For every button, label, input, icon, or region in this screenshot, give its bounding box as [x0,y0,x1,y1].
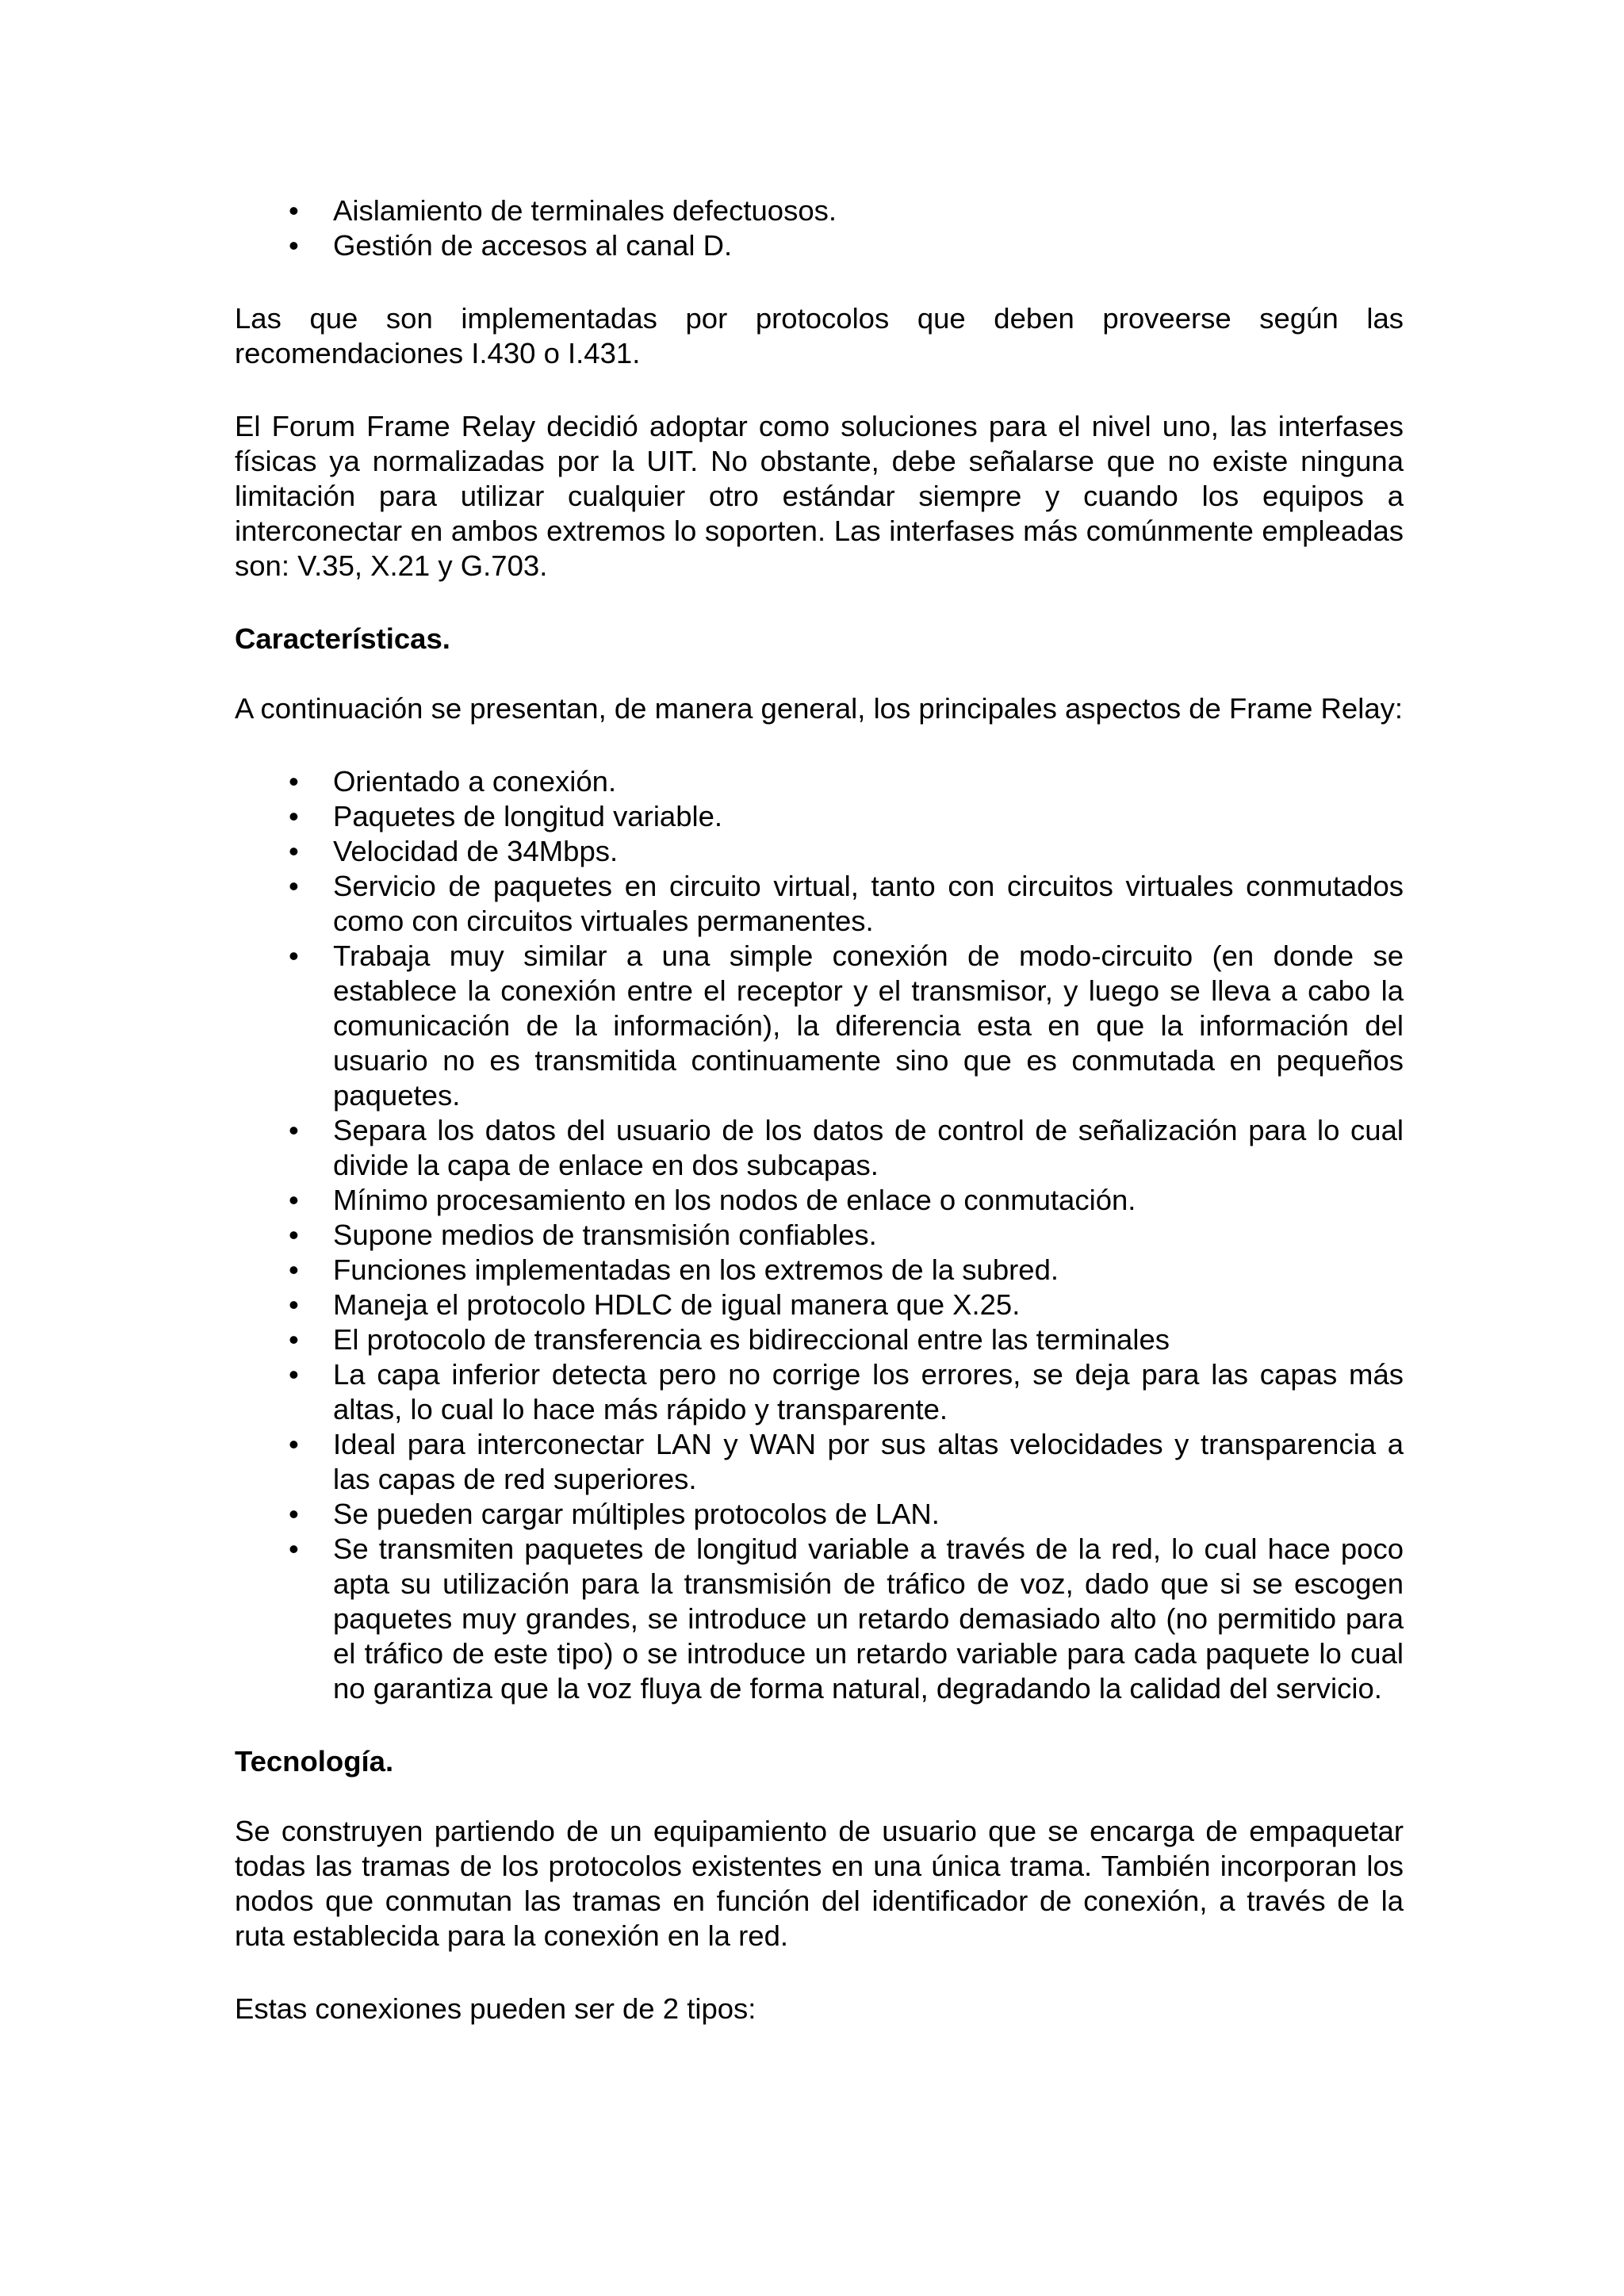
list-item-text: Se transmiten paquetes de longitud variable a través de la red, lo cual hace poco apta su utilización para la transmisión de tráfico de voz, dado que si se escogen paquetes muy grandes, se introduce un retardo demasiado alto (no permitido para el tráfico de este tipo) o se introduce un retardo variable para cada paquete lo cual no garantiza que la voz fluya de forma natural, degradando la calidad del servicio. [333,1533,1404,1705]
bullet-icon: • [289,1288,299,1321]
paragraph-equipamiento: Se construyen partiendo de un equipamiento de usuario que se encarga de empaquetar todas las tramas de los protocolos existentes en una única trama. También incorporan los nodos que conmutan las tramas en función del identificador de conexión, a través de la ruta establecida para la conexión en la red. [235,1815,1404,1952]
list-item [235,764,1404,799]
list-item-text: Funciones implementadas en los extremos de la subred. [333,1253,1059,1286]
bullet-icon: • [289,1253,299,1286]
list-item-text: Supone medios de transmisión confiables. [333,1219,877,1251]
list-item-text: Mínimo procesamiento en los nodos de enlace o conmutación. [333,1184,1136,1216]
bullet-icon: • [289,1184,299,1216]
list-item [235,1427,1404,1497]
list-item [235,1357,1404,1427]
list-item-text: Separa los datos del usuario de los datos de control de señalización para lo cual divide la capa de enlace en dos subcapas. [333,1114,1404,1181]
bullet-icon: • [289,835,299,867]
list-item [235,1322,1404,1357]
list-item-text: Servicio de paquetes en circuito virtual, tanto con circuitos virtuales conmutados como con circuitos virtuales permanentes. [333,870,1404,937]
bullet-icon: • [289,1358,299,1391]
list-item [235,1497,1404,1532]
list-item [235,1532,1404,1706]
list-item-text: Orientado a conexión. [333,765,617,798]
document-body [235,193,1404,2064]
list-item [235,1253,1404,1288]
heading-tecnologia: Tecnología. [235,1745,394,1777]
paragraph-tipos-conexiones: Estas conexiones pueden ser de 2 tipos: [235,1992,756,2025]
bullet-icon: • [289,800,299,832]
list-item-text: Trabaja muy similar a una simple conexión de modo-circuito (en donde se establece la conexión entre el receptor y el transmisor, y luego se lleva a cabo la comunicación de la información), la diferencia esta en que la información del usuario no es transmitida continuamente sino que es conmutada en pequeños paquetes. [333,939,1404,1112]
bullet-icon: • [289,1114,299,1146]
list-item-text: Paquetes de longitud variable. [333,800,723,832]
list-item [235,1183,1404,1218]
list-item-text: El protocolo de transferencia es bidireccional entre las terminales [333,1323,1170,1356]
bullet-icon: • [289,1498,299,1530]
list-item [235,1113,1404,1183]
bullet-icon: • [289,1219,299,1251]
list-item [235,939,1404,1113]
bullet-icon: • [289,1323,299,1356]
list-item [235,228,1404,263]
list-item [235,1218,1404,1253]
list-item [235,1288,1404,1322]
list-item-text: Gestión de accesos al canal D. [333,229,733,262]
bullet-icon: • [289,229,299,262]
bullet-icon: • [289,765,299,798]
list-item [235,193,1404,228]
heading-caracteristicas: Características. [235,622,450,655]
bullet-icon: • [289,939,299,972]
list-item [235,869,1404,939]
paragraph-recomendaciones: Las que son implementadas por protocolos que deben proveerse según las recomendaciones I.430 o I.431. [235,302,1404,369]
list-item-text: Velocidad de 34Mbps. [333,835,619,867]
bullet-icon: • [289,1533,299,1565]
paragraph-aspectos: A continuación se presentan, de manera general, los principales aspectos de Frame Relay: [235,692,1404,725]
list-item-text: La capa inferior detecta pero no corrige los errores, se deja para las capas más altas, lo cual lo hace más rápido y transparente. [333,1358,1404,1425]
list-item [235,834,1404,869]
list-item-text: Maneja el protocolo HDLC de igual manera que X.25. [333,1288,1021,1321]
bullet-icon: • [289,1428,299,1460]
list-item-text: Aislamiento de terminales defectuosos. [333,194,837,227]
paragraph-forum-frame-relay: El Forum Frame Relay decidió adoptar como soluciones para el nivel uno, las interfases físicas ya normalizadas por la UIT. No obstante, debe señalarse que no existe ninguna limitación para utilizar cualquier otro estándar siempre y cuando los equipos a interconectar en ambos extremos lo soporten. Las interfases más comúnmente empleadas son: V.35, X.21 y G.703. [235,410,1404,582]
list-item-text: Ideal para interconectar LAN y WAN por sus altas velocidades y transparencia a las capas de red superiores. [333,1428,1404,1495]
characteristics-list [235,764,1404,1706]
list-item-text: Se pueden cargar múltiples protocolos de LAN. [333,1498,940,1530]
bullet-icon: • [289,194,299,227]
list-item [235,799,1404,834]
top-bullet-list [235,193,1404,263]
bullet-icon: • [289,870,299,902]
